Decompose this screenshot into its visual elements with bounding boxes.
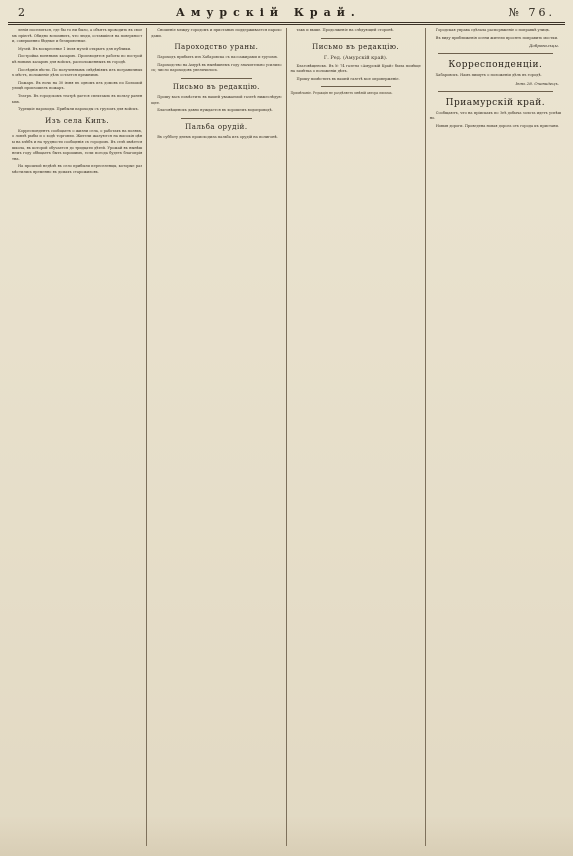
paragraph: Пароходъ прибылъ изъ Хабаровска съ пассажирами и грузомъ. [157,55,279,60]
paragraph: Турецкіе пароходы. Прибыли пароходы съ грузомъ для войскъ. [18,107,139,112]
paragraph: Новыя дороги. Проведена новая дорога отъ города къ пристани. [435,123,560,128]
paragraph: такъ и выше. Продолженіе на слѣдующей сторонѣ. [296,28,394,32]
columns [8,28,565,846]
paragraph: Музей. Въ воскресенье 1 іюля музей открытъ для публики. [18,46,132,51]
column-3 [287,28,426,846]
paragraph: Пароходство на Амурѣ въ нынѣшнемъ году значительно усилилось; число пароходовъ увеличилось. [151,62,282,73]
paragraph: Пожаръ. Въ ночь на 30 іюня въ одномъ изъ домовъ по Большой улицѣ произошелъ пожаръ. [12,80,143,91]
newspaper-title: Амурскій Край. [175,6,361,19]
section-heading: Приамурскій край. [445,97,546,108]
paragraph: Въ субботу днемъ происходила пальба изъ орудій на полигонѣ. [157,134,278,139]
header-rule-secondary [8,24,565,25]
divider [438,53,553,54]
paragraph: Благовѣщенскъ. Въ № 74 газеты «Амурскій Край» была помѣщена замѣтка о положеніи дѣлъ. [290,63,421,74]
divider [181,118,251,119]
paragraph: Сообщаютъ, что на пріискахъ по Зеѣ добыча золота идетъ успѣшно. [429,110,561,121]
column-4 [426,28,565,846]
divider [181,78,251,79]
signature: Іюнь 28. Очевидецъ. [515,80,559,86]
column-1 [8,28,147,846]
divider [321,38,391,39]
section-heading: Письмо въ редакцію. [172,82,260,91]
section-heading: Письмо въ редакцію. [312,42,400,51]
paragraph: Въ виду приближенія осени жители просятъ поправить мостки. [435,35,559,40]
paragraph: ленія поселиться, где бы то ни было, а объятъ проводить въ своемъ пріютѣ. Обидно вспомнить, что люди, оставшіеся на поверхности, совершенно бѣдные и безприютные. [12,28,143,44]
paragraph: Хабаровскъ. Намъ пишутъ о положеніи дѣлъ въ городѣ. [435,73,542,78]
paragraph: Сношеніе между городомъ и пристанью поддерживается пароходами. [151,28,282,38]
issue-number: № 76. [508,6,555,19]
page-number: 2 [18,6,28,19]
footnote: Примѣчаніе. Редакція не раздѣляетъ мнѣній автора письма. [290,91,393,96]
paragraph: Послѣднія вѣсти. По полученнымъ свѣдѣніямъ изъ пограничныхъ мѣстъ, положеніе дѣлъ остается прежнимъ. [12,67,143,78]
letter-addressee: Г. Ред. (Амурскій край). [323,54,388,61]
divider [321,86,391,87]
signature: Добровольцы. [529,43,559,49]
paragraph: Постройка военныхъ казармъ. Производятся работы по постройкѣ новыхъ казармъ для войскъ, расположенныхъ въ городѣ. [12,54,143,64]
column-2 [147,28,286,846]
paragraph: Прошу помѣстить въ вашей газетѣ мое опроверженіе. [296,76,400,81]
divider [438,91,553,92]
section-heading: Пальба орудій. [185,122,248,131]
section-heading: Изъ села Кипъ. [45,116,110,125]
header-rule [8,22,565,23]
paragraph: Театръ. Въ городскомъ театрѣ дается спектакль въ пользу раненыхъ. [12,93,143,104]
masthead [8,6,565,20]
paragraph: Городская управа сдѣлала распоряженіе о поправкѣ улицъ. [435,28,551,32]
section-heading: Пароходство ураны. [174,43,259,52]
paragraph: Благовѣщенскъ давно нуждается въ хорошемъ водопроводѣ. [157,108,273,113]
paragraph: Корреспондентъ сообщаетъ о жизни села, о работахъ на поляхъ, о ловлѣ рыбы и о ходѣ торговли. Жители жалуются на высокія цѣны на хлѣбъ и на трудности сообщенія съ городомъ. Въ селѣ имѣется школа, въ которой обучается до тридцати дѣтей. Урожай въ нынѣшнемъ году обѣщаетъ быть хорошимъ, если погода будетъ благопріятна. [12,128,143,161]
paragraph: На прошлой недѣлѣ въ село прибыли переселенцы, которые размѣстились временно въ домахъ старожиловъ. [12,164,143,174]
paragraph: Прошу васъ помѣстить въ вашей уважаемой газетѣ нижеслѣдующее. [151,94,282,105]
section-heading: Корреспонденціи. [448,60,543,71]
